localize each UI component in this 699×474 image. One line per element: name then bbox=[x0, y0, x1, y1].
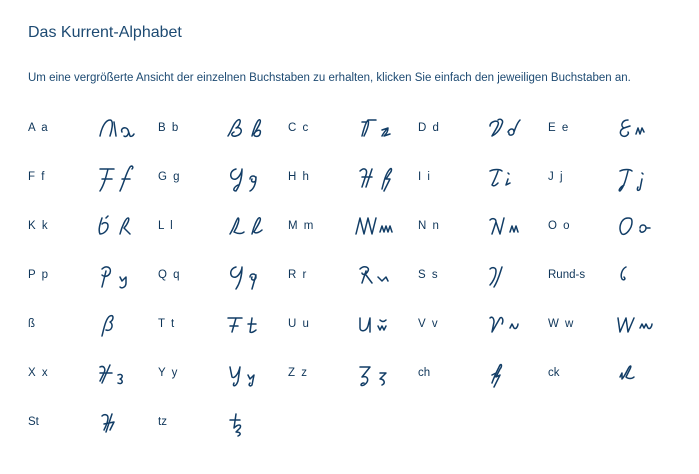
letter-g[interactable] bbox=[158, 157, 278, 197]
letter-z[interactable] bbox=[288, 353, 408, 393]
page-title: Das Kurrent-Alphabet bbox=[28, 24, 182, 41]
kurrent-z-glyph[interactable] bbox=[352, 357, 412, 389]
letter-label: T t bbox=[158, 318, 176, 330]
kurrent-d-glyph[interactable] bbox=[482, 112, 542, 144]
letter-label: D d bbox=[418, 122, 441, 134]
letter-label: Z z bbox=[288, 367, 309, 379]
letter-t[interactable] bbox=[158, 304, 278, 344]
letter-y[interactable] bbox=[158, 353, 278, 393]
letter-r[interactable] bbox=[288, 255, 408, 295]
kurrent-eszett-glyph[interactable] bbox=[92, 308, 152, 340]
kurrent-y-glyph[interactable] bbox=[222, 357, 282, 389]
letter-label: W w bbox=[548, 318, 575, 330]
kurrent-c-glyph[interactable] bbox=[352, 112, 412, 144]
letter-round-s[interactable] bbox=[548, 255, 668, 295]
letter-label: Rund-s bbox=[548, 269, 586, 281]
kurrent-k-glyph[interactable] bbox=[92, 210, 152, 242]
kurrent-n-glyph[interactable] bbox=[482, 210, 542, 242]
kurrent-x-glyph[interactable] bbox=[92, 357, 152, 389]
letter-p[interactable] bbox=[28, 255, 148, 295]
letter-label: B b bbox=[158, 122, 180, 134]
letter-b[interactable] bbox=[158, 108, 278, 148]
kurrent-q-glyph[interactable] bbox=[222, 259, 282, 291]
kurrent-s-glyph[interactable] bbox=[482, 259, 542, 291]
letter-eszett[interactable] bbox=[28, 304, 148, 344]
letter-ck[interactable] bbox=[548, 353, 668, 393]
kurrent-round-s-glyph[interactable] bbox=[612, 259, 672, 291]
kurrent-p-glyph[interactable] bbox=[92, 259, 152, 291]
letter-label: X x bbox=[28, 367, 50, 379]
letter-i[interactable] bbox=[418, 157, 538, 197]
letter-label: R r bbox=[288, 269, 308, 281]
letter-c[interactable] bbox=[288, 108, 408, 148]
letter-n[interactable] bbox=[418, 206, 538, 246]
letter-label: O o bbox=[548, 220, 572, 232]
kurrent-ck-glyph[interactable] bbox=[612, 357, 672, 389]
letter-label: V v bbox=[418, 318, 440, 330]
kurrent-r-glyph[interactable] bbox=[352, 259, 412, 291]
kurrent-tz-glyph[interactable] bbox=[222, 406, 282, 438]
letter-j[interactable] bbox=[548, 157, 668, 197]
kurrent-g-glyph[interactable] bbox=[222, 161, 282, 193]
letter-v[interactable] bbox=[418, 304, 538, 344]
letter-label: F f bbox=[28, 171, 46, 183]
letter-label: S s bbox=[418, 269, 440, 281]
letter-label: E e bbox=[548, 122, 570, 134]
letter-label: H h bbox=[288, 171, 311, 183]
letter-label: P p bbox=[28, 269, 50, 281]
letter-label: A a bbox=[28, 122, 50, 134]
kurrent-w-glyph[interactable] bbox=[612, 308, 672, 340]
letter-label: ch bbox=[418, 367, 431, 379]
letter-m[interactable] bbox=[288, 206, 408, 246]
letter-label: ck bbox=[548, 367, 560, 379]
letter-a[interactable] bbox=[28, 108, 148, 148]
kurrent-m-glyph[interactable] bbox=[352, 210, 412, 242]
letter-label: Q q bbox=[158, 269, 182, 281]
letter-l[interactable] bbox=[158, 206, 278, 246]
letter-o[interactable] bbox=[548, 206, 668, 246]
kurrent-l-glyph[interactable] bbox=[222, 210, 282, 242]
kurrent-f-glyph[interactable] bbox=[92, 161, 152, 193]
kurrent-t-glyph[interactable] bbox=[222, 308, 282, 340]
letter-st[interactable] bbox=[28, 402, 148, 442]
letter-label: G g bbox=[158, 171, 182, 183]
kurrent-v-glyph[interactable] bbox=[482, 308, 542, 340]
letter-label: N n bbox=[418, 220, 441, 232]
kurrent-u-glyph[interactable] bbox=[352, 308, 412, 340]
letter-label: J j bbox=[548, 171, 564, 183]
letter-label: U u bbox=[288, 318, 311, 330]
letter-h[interactable] bbox=[288, 157, 408, 197]
letter-tz[interactable] bbox=[158, 402, 278, 442]
letter-e[interactable] bbox=[548, 108, 668, 148]
kurrent-i-glyph[interactable] bbox=[482, 161, 542, 193]
intro-text: Um eine vergrößerte Ansicht der einzelnen Buchstaben zu erhalten, klicken Sie einfach den jeweiligen Buchstaben an. bbox=[28, 72, 631, 84]
letter-q[interactable] bbox=[158, 255, 278, 295]
letter-label: Y y bbox=[158, 367, 179, 379]
letter-s[interactable] bbox=[418, 255, 538, 295]
kurrent-a-glyph[interactable] bbox=[92, 112, 152, 144]
letter-label: M m bbox=[288, 220, 315, 232]
letter-w[interactable] bbox=[548, 304, 668, 344]
letter-ch[interactable] bbox=[418, 353, 538, 393]
letter-label: St bbox=[28, 416, 39, 428]
kurrent-h-glyph[interactable] bbox=[352, 161, 412, 193]
letter-x[interactable] bbox=[28, 353, 148, 393]
kurrent-j-glyph[interactable] bbox=[612, 161, 672, 193]
letter-k[interactable] bbox=[28, 206, 148, 246]
kurrent-st-glyph[interactable] bbox=[92, 406, 152, 438]
letter-label: tz bbox=[158, 416, 167, 428]
letter-label: K k bbox=[28, 220, 50, 232]
kurrent-ch-glyph[interactable] bbox=[482, 357, 542, 389]
letter-label: L l bbox=[158, 220, 175, 232]
letter-f[interactable] bbox=[28, 157, 148, 197]
letter-d[interactable] bbox=[418, 108, 538, 148]
letter-label: C c bbox=[288, 122, 310, 134]
kurrent-o-glyph[interactable] bbox=[612, 210, 672, 242]
kurrent-e-glyph[interactable] bbox=[612, 112, 672, 144]
letter-u[interactable] bbox=[288, 304, 408, 344]
letter-label: ß bbox=[28, 318, 37, 330]
kurrent-b-glyph[interactable] bbox=[222, 112, 282, 144]
letter-label: I i bbox=[418, 171, 432, 183]
